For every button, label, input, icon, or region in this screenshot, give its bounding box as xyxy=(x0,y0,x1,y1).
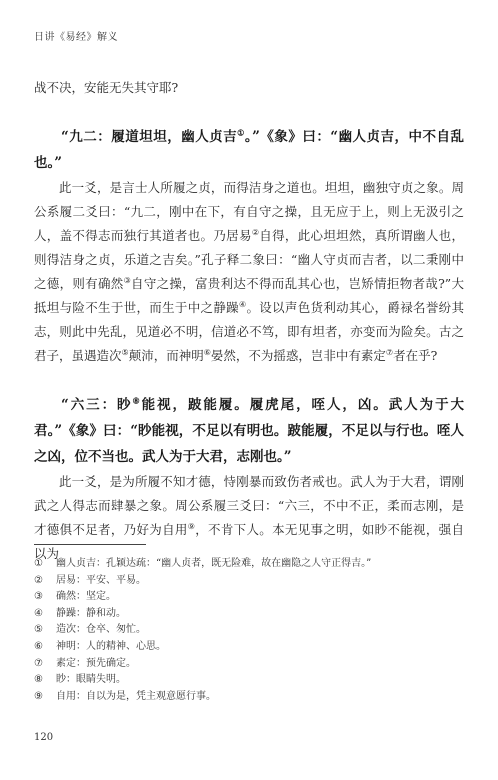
footnote xyxy=(34,589,464,606)
text-run: 能视，跛能履。履虎尾，咥人，凶。武人为于大君。”《象》曰：“眇能视，不足以有明也。跛能履，不足以与行也。咥人之凶，位不当也。武人为于大君，志刚也。” xyxy=(34,397,465,465)
page-number: 120 xyxy=(34,732,54,743)
classic-quote-1 xyxy=(34,124,464,176)
footnote-number: ⑦ xyxy=(34,657,43,669)
footnote-text: 神明：人的精神、心思。 xyxy=(56,640,166,652)
footnote-marker: ⑦ xyxy=(385,347,394,357)
footnote-number: ⑤ xyxy=(34,624,43,636)
footnote-divider xyxy=(34,544,146,545)
footnote-marker: ⑤ xyxy=(121,347,129,357)
footnote-text: 素定：预先确定。 xyxy=(56,657,136,669)
footnote-number: ① xyxy=(34,558,43,569)
footnote-number: ⑧ xyxy=(34,674,43,686)
footnote xyxy=(34,639,464,656)
footnote-marker: ⑧ xyxy=(132,395,142,406)
footnote-number: ⑥ xyxy=(34,640,43,652)
text-run: 此一爻，是言士人所履之贞，而得洁身之道也。坦坦，幽独守贞之象。周公系履二爻曰：“九二，刚中在下，有自守之操，且无应于上，则上无汲引之人，盖不得志而独行其道者也。乃居易 xyxy=(34,180,464,243)
text-run: 晏然，不为摇惑，岂非中有素定 xyxy=(210,348,386,363)
footnote-marker: ⑨ xyxy=(187,521,196,531)
commentary-2 xyxy=(34,470,464,566)
continuation-text: 战不决，安能无失其守耶? xyxy=(34,80,179,95)
footnote-number: ② xyxy=(34,574,43,586)
footnote xyxy=(34,656,464,673)
footnote-text: 确然：坚定。 xyxy=(56,591,116,603)
footnote-text: 幽人贞吉：孔颖达疏：“幽人贞者，既无险难，故在幽隐之人守正得吉。” xyxy=(56,558,372,569)
commentary-1 xyxy=(34,176,464,368)
text-run: 者在乎? xyxy=(393,348,438,363)
footnote-number: ③ xyxy=(34,591,43,603)
text-run: 。”《象》曰：“幽人贞吉，中不自乱也。” xyxy=(34,129,465,171)
footnote-marker: ① xyxy=(237,127,245,138)
text-run: 颠沛，而神明 xyxy=(128,348,204,363)
footnote-marker: ④ xyxy=(239,299,247,309)
footnote-marker: ③ xyxy=(123,275,132,285)
running-head: 日讲《易经》解义 xyxy=(34,32,118,43)
text-run: “六三：眇 xyxy=(61,397,133,413)
footnote-text: 眇：眼睛失明。 xyxy=(56,674,126,686)
footnote-marker: ② xyxy=(251,227,260,237)
footnote xyxy=(34,606,464,623)
page-body xyxy=(34,76,464,566)
footnote xyxy=(34,573,464,590)
footnote-marker: ⑥ xyxy=(203,347,211,357)
footnote-number: ⑨ xyxy=(34,690,43,702)
classic-quote-2 xyxy=(34,392,464,470)
footnote xyxy=(34,622,464,639)
footnote-text: 自用：自以为是，凭主观意愿行事。 xyxy=(56,690,216,702)
text-run: 。设以声色货利动其心，爵禄名誉纷其志，则此中先乱，见道必不明，信道必不笃，即有坦者，亦变而为险矣。古之君子，虽遇造次 xyxy=(34,300,464,363)
footnote-text: 静躁：静和动。 xyxy=(56,607,126,619)
footnote-number: ④ xyxy=(34,607,43,619)
footnote-text: 居易：平安、平易。 xyxy=(56,574,146,586)
footnote xyxy=(34,689,464,706)
footnote xyxy=(34,672,464,689)
footnote-text: 造次：仓卒、匆忙。 xyxy=(56,624,146,636)
text-run: 此一爻，是为所履不知才德，恃刚暴而致伤者戒也。武人为于大君，谓刚武之人得志而肆暴之象。周公系履三爻曰：“六三，不中不正，柔而志刚，是才德俱不足者，乃好为自用 xyxy=(34,474,464,537)
text-run: 自守之操，富贵利达不得而乱其心也，岂矫情拒物者哉?”大抵坦与险不生于世，而生于中之静躁 xyxy=(34,276,464,315)
text-run: 自得，此心坦坦然，真所谓幽人也，则得洁身之贞，乐道之吉矣。”孔子释二象曰：“幽人守贞而吉者，以二秉刚中之德，则有确然 xyxy=(34,228,464,291)
footnotes xyxy=(34,556,464,705)
text-run: ，不肯下人。本无见事之明，如眇不能视，强自以为 xyxy=(34,522,464,561)
footnote xyxy=(34,556,464,573)
text-run: “九二：履道坦坦，幽人贞吉 xyxy=(61,129,238,145)
